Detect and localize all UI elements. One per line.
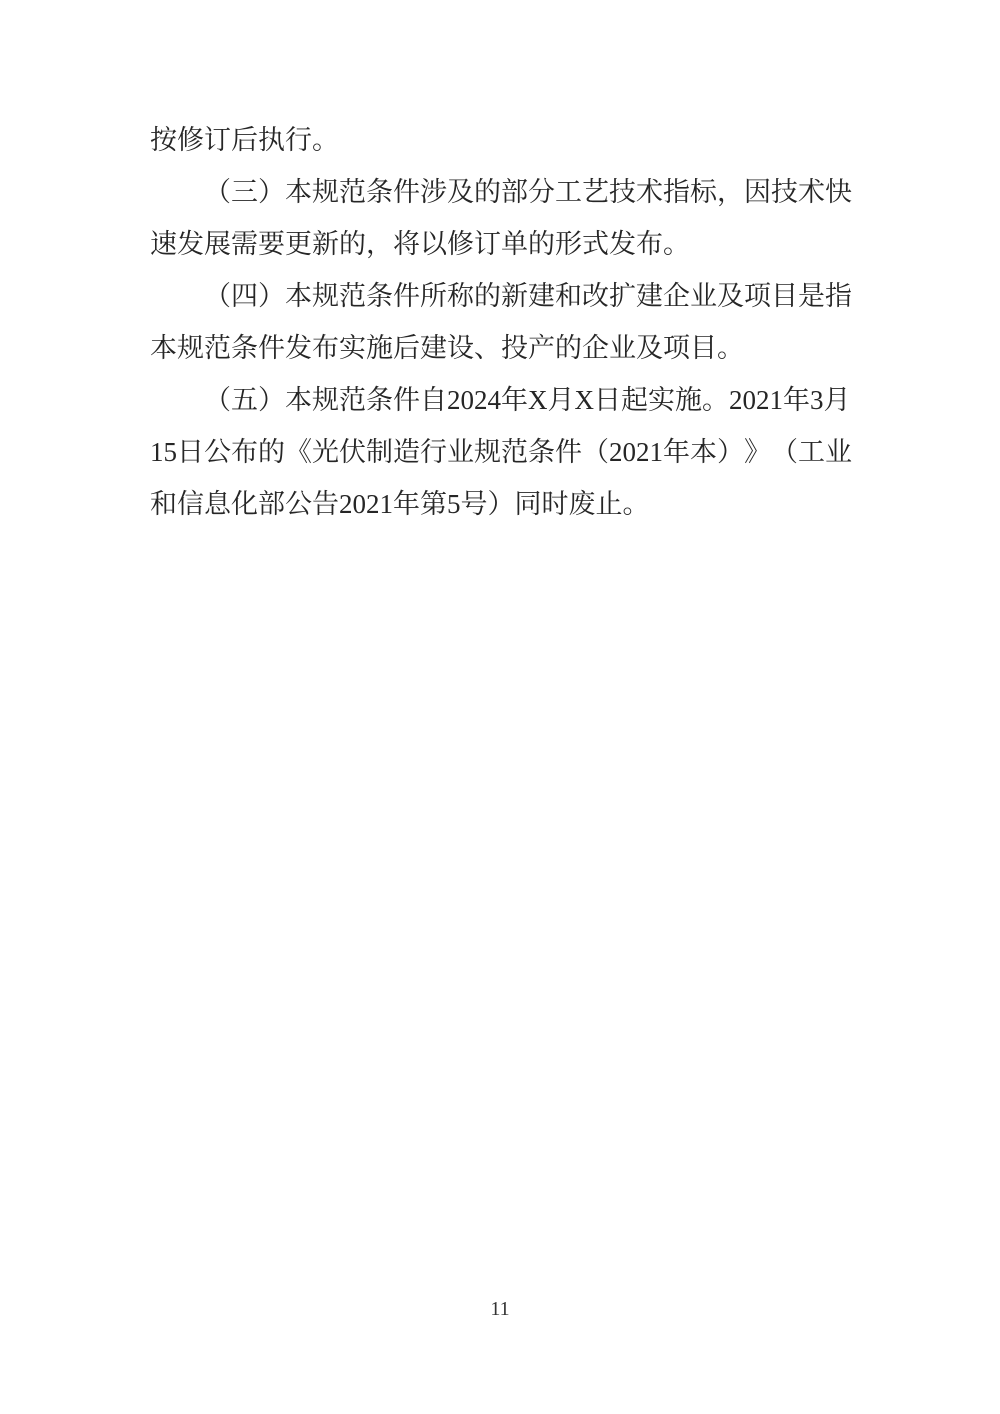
text-line: 速发展需要更新的，将以修订单的形式发布。 [150, 229, 690, 259]
page-number: 11 [490, 1298, 510, 1320]
text-line: 15 日 公 布 的 《 光 伏 制 造 行 业 规 范 条 件 （ 2021 年 本 ） 》 （ 工 业 [150, 437, 852, 467]
text-line: （ 四 ） 本 规 范 条 件 所 称 的 新 建 和 改 扩 建 企 业 及 项 目 是 指 [204, 281, 852, 311]
text-line: 按修订后执行。 [150, 125, 339, 155]
text-line: 和信息化部公告2021年第5号）同时废止。 [150, 489, 650, 519]
text-line: 本规范条件发布实施后建设、投产的企业及项目。 [150, 333, 744, 363]
text-line: （ 五 ） 本 规 范 条 件 自 2024 年 X 月 X 日 起 实 施 。 2021 年 3 月 [204, 385, 851, 415]
text-line: （ 三 ） 本 规 范 条 件 涉 及 的 部 分 工 艺 技 术 指 标 ， 因 技 术 快 [204, 177, 852, 207]
document-body [150, 114, 852, 530]
